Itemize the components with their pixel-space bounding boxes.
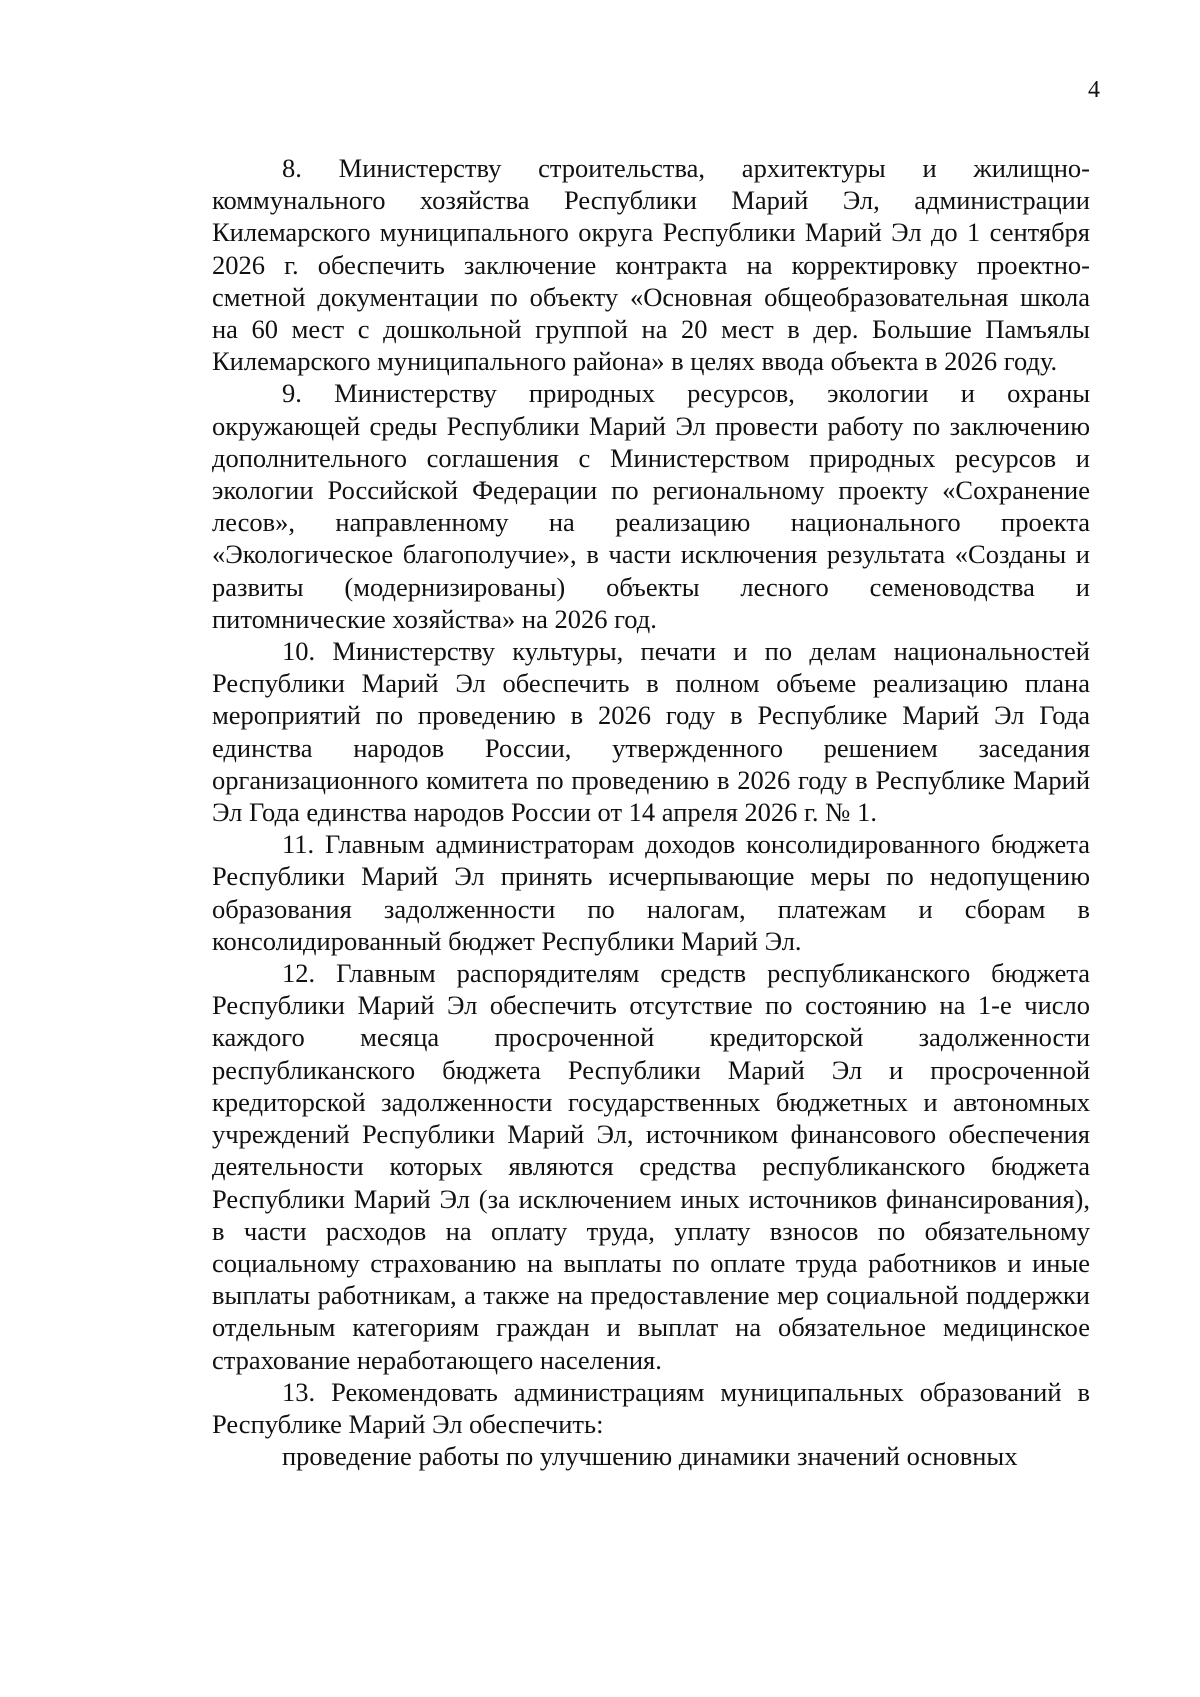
- paragraph-item-11: 11. Главным администраторам доходов консолидированного бюджета Республики Марий Эл принять исчерпывающие меры по недопущению образования задолженности по налогам, платежам и сборам в консолидированный бюджет Республики Марий Эл.: [212, 829, 1090, 956]
- paragraph-item-12: 12. Главным распорядителям средств республиканского бюджета Республики Марий Эл обеспечить отсутствие по состоянию на 1-е число каждого месяца просроченной кредиторской задолженности республиканского бюджета Республики Марий Эл и просроченной кредиторской задолженности государственных бюджетных и автономных учреждений Республики Марий Эл, источником финансового обеспечения деятельности которых являются средства республиканского бюджета Республики Марий Эл (за исключением иных источников финансирования), в части расходов на оплату труда, уплату взносов по обязательному социальному страхованию на выплаты по оплате труда работников и иные выплаты работникам, а также на предоставление мер социальной поддержки отдельным категориям граждан и выплат на обязательное медицинское страхование неработающего населения.: [212, 958, 1090, 1375]
- document-body: [212, 152, 1090, 1472]
- paragraph-item-10: 10. Министерству культуры, печати и по делам национальностей Республики Марий Эл обеспечить в полном объеме реализацию плана мероприятий по проведению в 2026 году в Республике Марий Эл Года единства народов России, утвержденного решением заседания организационного комитета по проведению в 2026 году в Республике Марий Эл Года единства народов России от 14 апреля 2026 г. № 1.: [212, 636, 1090, 828]
- paragraph-item-9: 9. Министерству природных ресурсов, экологии и охраны окружающей среды Республики Марий Эл провести работу по заключению дополнительного соглашения с Министерством природных ресурсов и экологии Российской Федерации по региональному проекту «Сохранение лесов», направленному на реализацию национального проекта «Экологическое благополучие», в части исключения результата «Созданы и развиты (модернизированы) объекты лесного семеноводства и питомнические хозяйства» на 2026 год.: [212, 378, 1090, 634]
- paragraph-item-13: 13. Рекомендовать администрациям муниципальных образований в Республике Марий Эл обеспечить:: [212, 1376, 1090, 1439]
- paragraph-item-13-continuation: проведение работы по улучшению динамики значений основных: [282, 1441, 1018, 1472]
- page-number: 4: [1088, 77, 1100, 103]
- paragraph-item-8: 8. Министерству строительства, архитектуры и жилищно-коммунального хозяйства Республики Марий Эл, администрации Килемарского муниципального округа Республики Марий Эл до 1 сентября 2026 г. обеспечить заключение контракта на корректировку проектно-сметной документации по объекту «Основная общеобразовательная школа на 60 мест с дошкольной группой на 20 мест в дер. Большие Памъялы Килемарского муниципального района» в целях ввода объекта в 2026 году.: [212, 153, 1090, 377]
